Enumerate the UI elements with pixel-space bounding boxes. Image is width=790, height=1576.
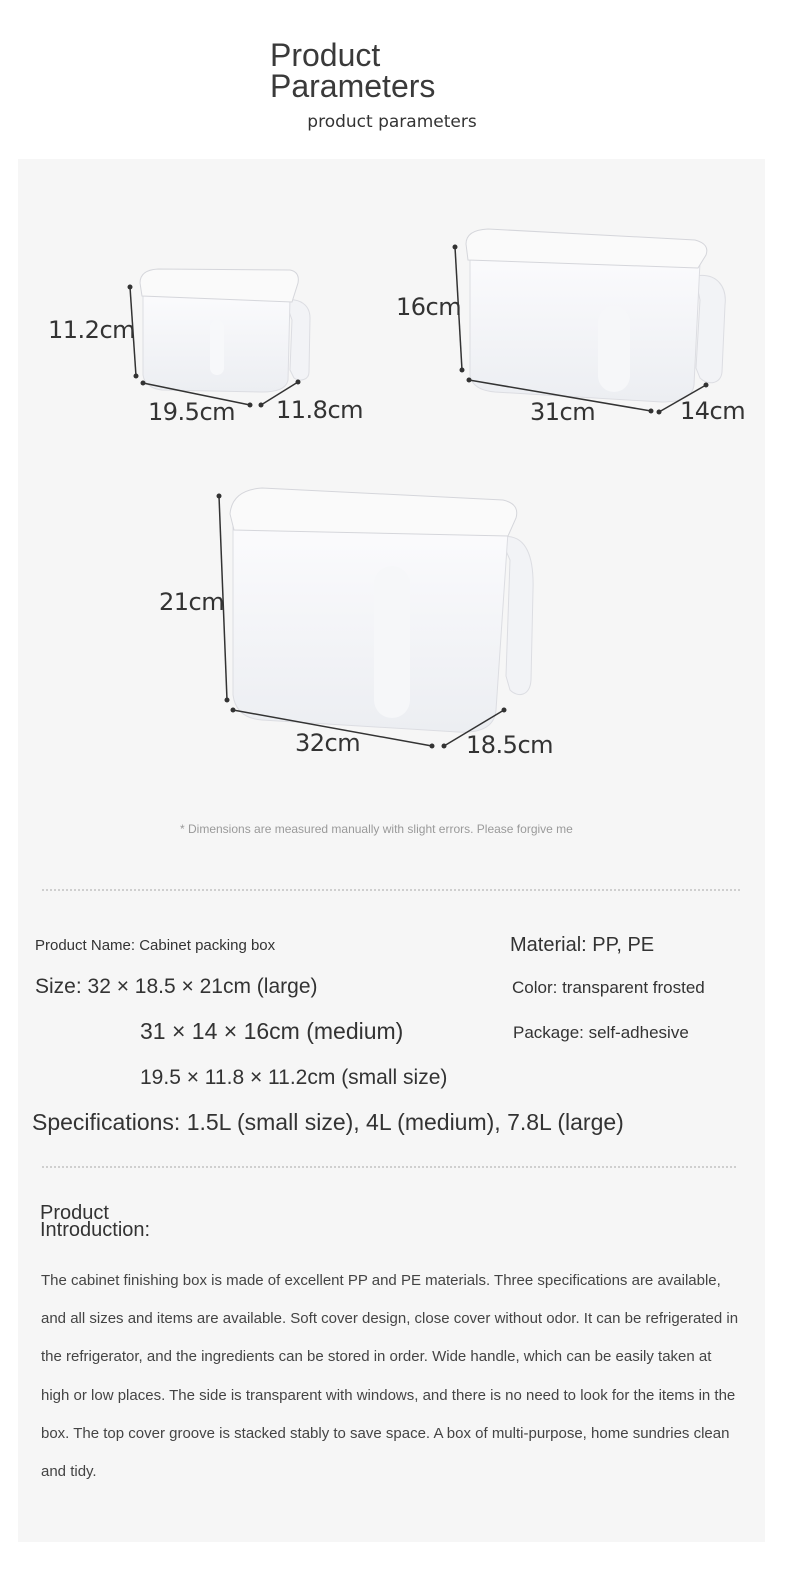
medium-height-label: 16cm <box>396 293 462 321</box>
small-length-label: 19.5cm <box>148 398 236 426</box>
large-box-image <box>230 488 533 732</box>
divider-bottom <box>42 1166 736 1168</box>
spec-material: Material: PP, PE <box>510 934 655 956</box>
medium-length-label: 31cm <box>530 398 596 426</box>
large-length-label: 32cm <box>295 729 361 757</box>
intro-body: The cabinet finishing box is made of excellent PP and PE materials. Three specifications are available, and all sizes and items are available. Soft cover design, close cover without odor. It can be refrigerated in the refrigerator, and the ingredients can be stored in order. Wide handle, which can be easily taken at high or low places. The side is transparent with windows, and there is no need to look for the items in the box. The top cover groove is stacked stably to save space. A box of multi-purpose, home sundries clean and tidy. <box>41 1272 739 1481</box>
page-title: Product Parameters <box>270 37 436 104</box>
intro-title: Product Introduction: <box>40 1202 151 1241</box>
spec-size-large: Size: 32 × 18.5 × 21cm (large) <box>35 975 318 998</box>
spec-color: Color: transparent frosted <box>512 978 705 997</box>
divider-top <box>42 889 740 891</box>
medium-box-image <box>466 229 725 402</box>
spec-size-medium: 31 × 14 × 16cm (medium) <box>140 1018 404 1044</box>
small-width-label: 11.8cm <box>276 396 364 424</box>
spec-package: Package: self-adhesive <box>513 1023 689 1042</box>
measurement-note: * Dimensions are measured manually with slight errors. Please forgive me <box>180 822 573 836</box>
page-subtitle: product parameters <box>307 112 477 132</box>
medium-width-label: 14cm <box>680 397 746 425</box>
spec-size-small: 19.5 × 11.8 × 11.2cm (small size) <box>140 1066 448 1089</box>
large-height-label: 21cm <box>159 588 225 616</box>
small-box-image <box>140 269 310 392</box>
large-width-label: 18.5cm <box>466 731 554 759</box>
spec-product-name: Product Name: Cabinet packing box <box>35 937 276 954</box>
spec-specifications: Specifications: 1.5L (small size), 4L (medium), 7.8L (large) <box>32 1109 624 1135</box>
small-height-label: 11.2cm <box>48 316 136 344</box>
